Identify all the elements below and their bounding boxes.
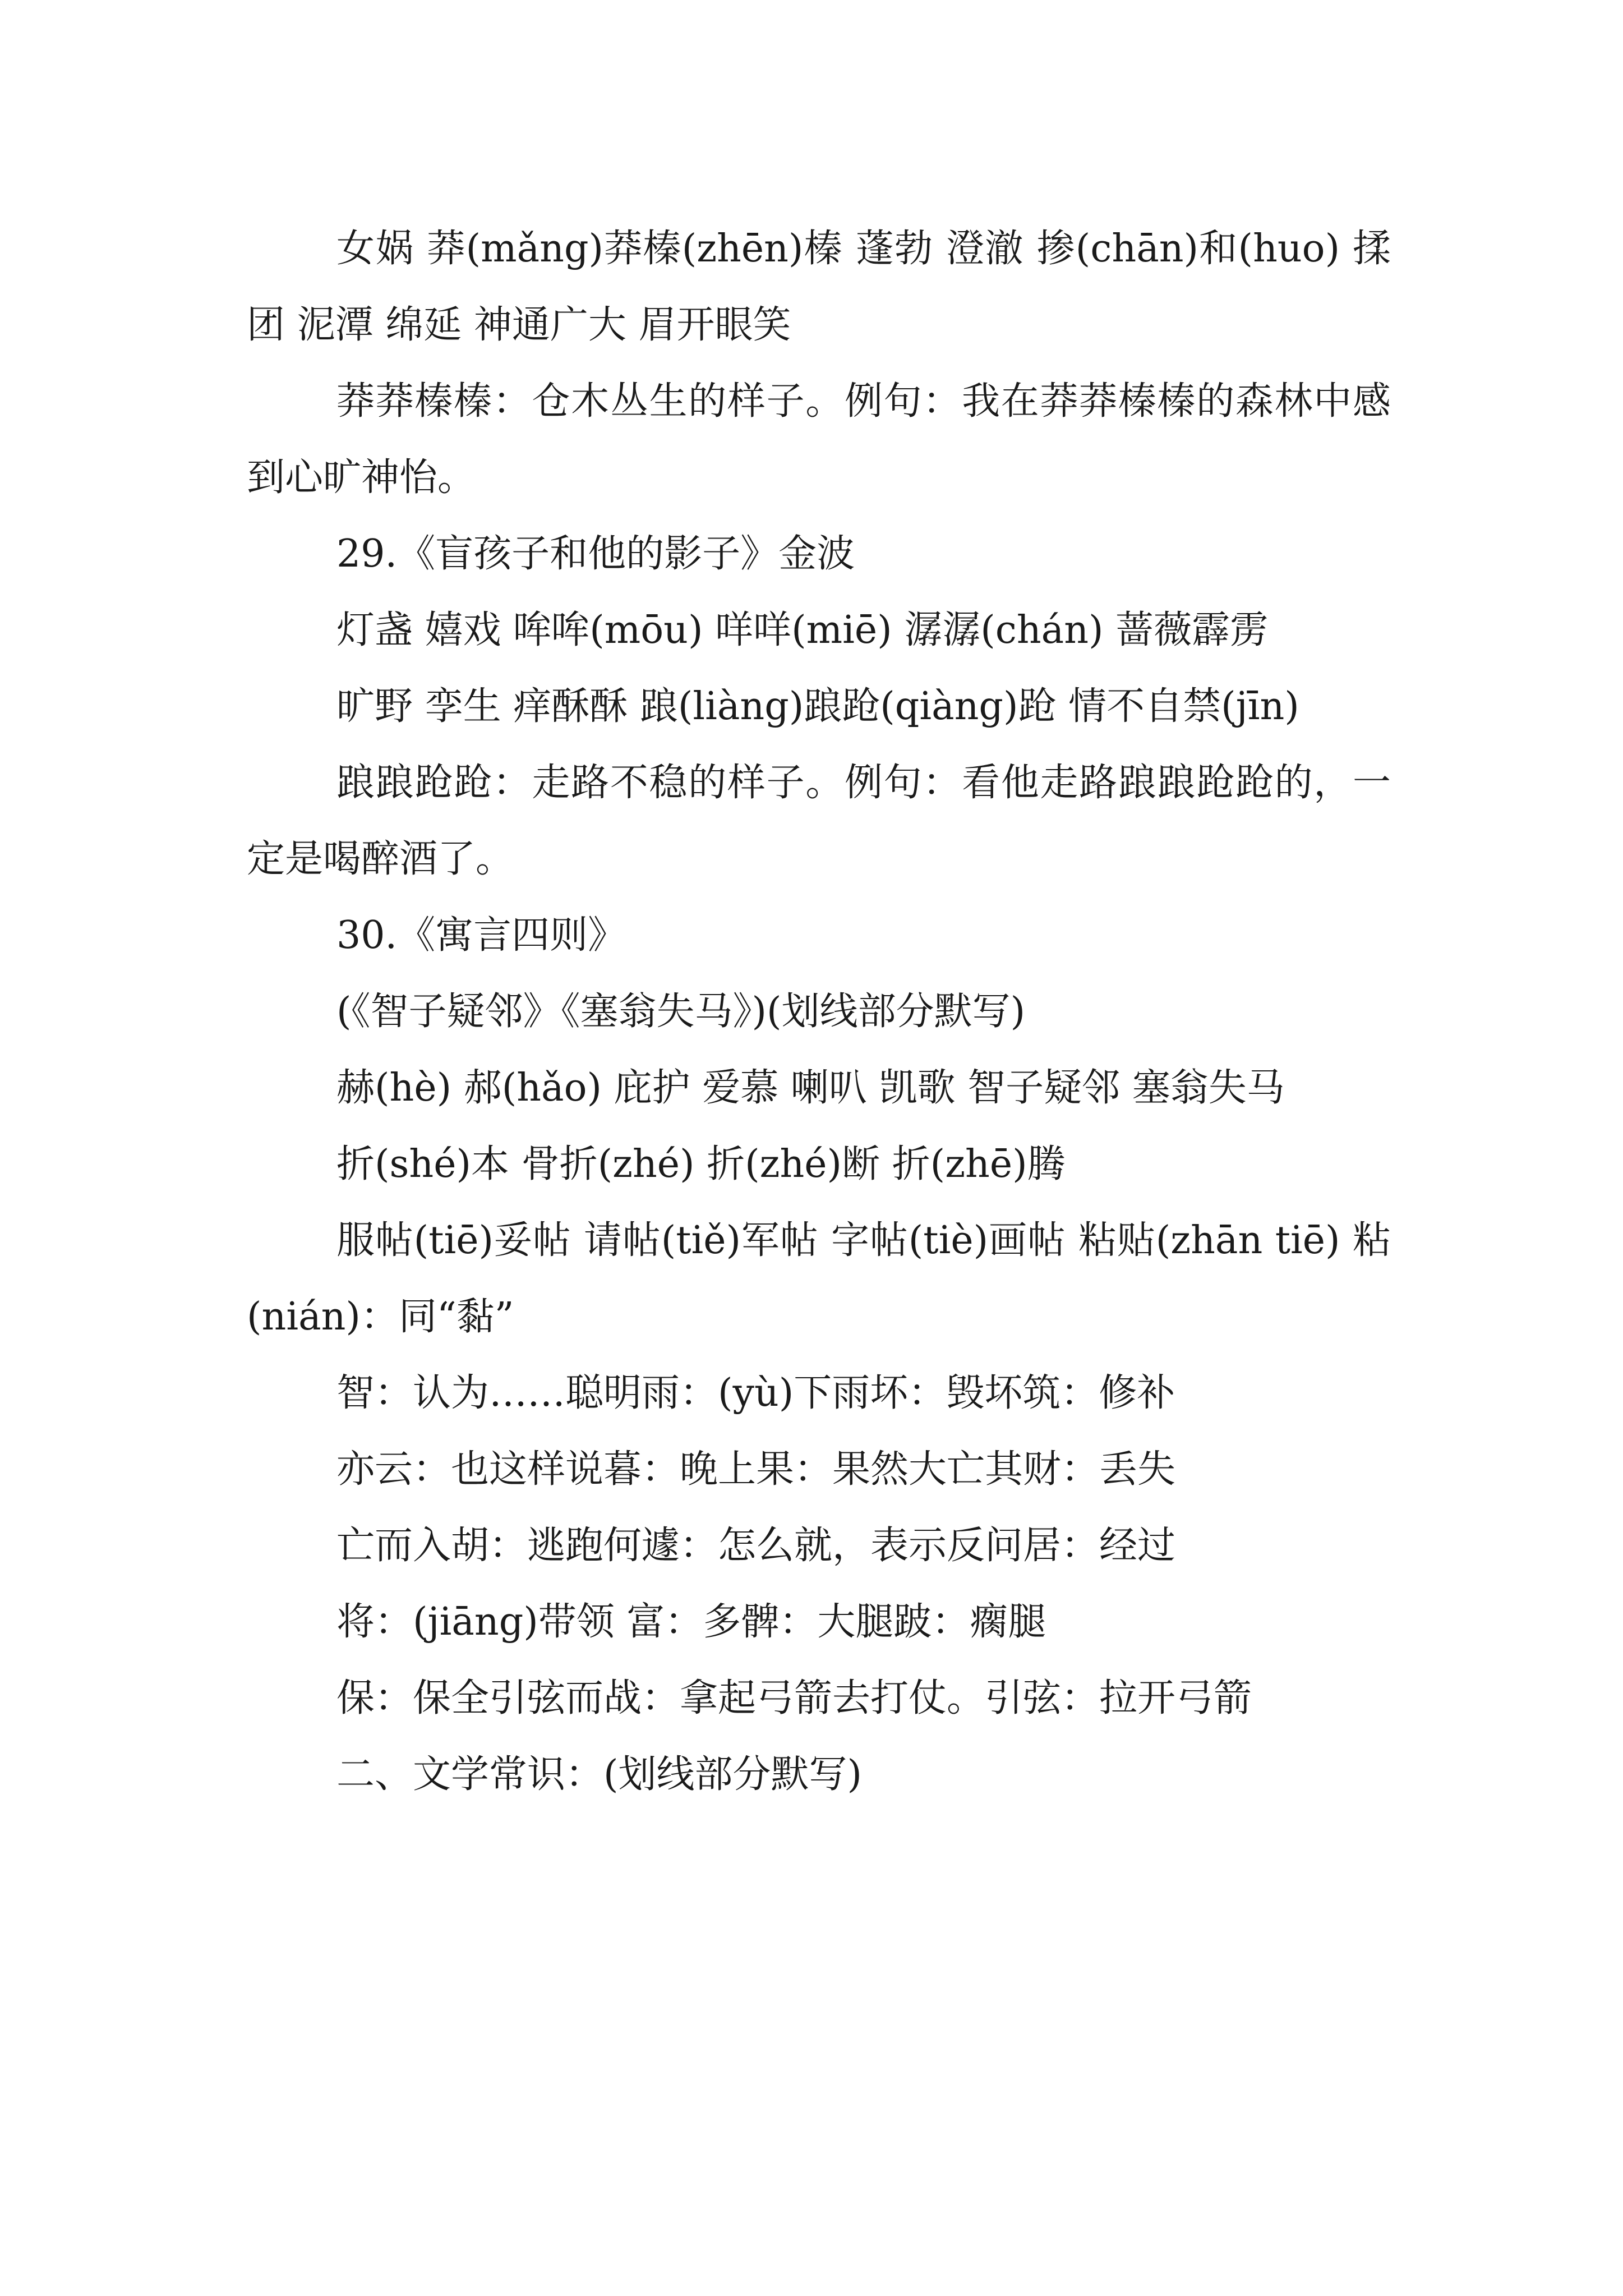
- gloss-line-2: 亦云：也这样说暮：晚上果：果然大亡其财：丢失: [336, 1447, 1176, 1492]
- vocab-paragraph-nuwa: 女娲 莽(mǎng)莽榛(zhēn)榛 蓬勃 澄澈 掺(chān)和(huo) 揉团 泥潭 绵延 神通广大 眉开眼笑: [247, 227, 1391, 347]
- gloss-line-4: 将：(jiāng)带领 富：多髀：大腿跛：瘸腿: [336, 1600, 1046, 1644]
- vocab-paragraph-kuangye: 旷野 孪生 痒酥酥 踉(liàng)踉跄(qiàng)跄 情不自禁(jīn): [336, 684, 1299, 729]
- lesson-heading-30: 30.《寓言四则》: [336, 913, 626, 958]
- gloss-line-3: 亡而入胡：逃跑何遽：怎么就，表示反问居：经过: [336, 1524, 1176, 1568]
- vocab-paragraph-zhe: 折(shé)本 骨折(zhé) 折(zhé)断 折(zhē)腾: [336, 1142, 1066, 1186]
- lesson-heading-29: 29.《盲孩子和他的影子》金波: [336, 532, 855, 576]
- vocab-paragraph-he: 赫(hè) 郝(hǎo) 庇护 爱慕 喇叭 凯歌 智子疑邻 塞翁失马: [336, 1066, 1285, 1110]
- vocab-paragraph-tie: 服帖(tiē)妥帖 请帖(tiě)军帖 字帖(tiè)画帖 粘贴(zhān tiē) 粘(nián)：同“黏”: [247, 1218, 1391, 1339]
- document-body: [247, 211, 1391, 1813]
- definition-liangliang-qiangqiang: 踉踉跄跄：走路不稳的样子。例句：看他走路踉踉跄跄的，一定是喝醉酒了。: [247, 761, 1391, 881]
- definition-mangmang-zhenzhen: 莽莽榛榛：仓木丛生的样子。例句：我在莽莽榛榛的森林中感到心旷神怡。: [247, 379, 1391, 500]
- gloss-line-5: 保：保全引弦而战：拿起弓箭去打仗。引弦：拉开弓箭: [336, 1676, 1252, 1720]
- gloss-line-1: 智：认为……聪明雨：(yù)下雨坏：毁坏筑：修补: [336, 1371, 1175, 1415]
- section-heading-literature: 二、文学常识：(划线部分默写): [336, 1752, 863, 1797]
- vocab-paragraph-dengzhan: 灯盏 嬉戏 哞哞(mōu) 咩咩(miē) 潺潺(chán) 蔷薇霹雳: [336, 608, 1269, 652]
- lesson-subtitle: (《智子疑邻》《塞翁失马》)(划线部分默写): [336, 990, 1026, 1034]
